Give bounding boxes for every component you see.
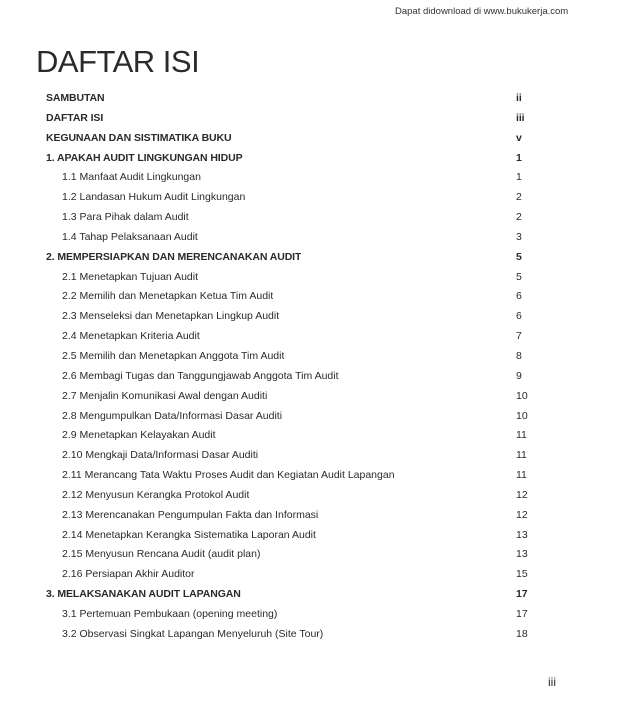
toc-entry-page: 6 xyxy=(516,290,522,303)
toc-chapter-entry xyxy=(46,248,528,268)
toc-entry-title: DAFTAR ISI xyxy=(46,111,104,124)
toc-entry-page: ii xyxy=(516,92,522,104)
toc-section-entry xyxy=(46,188,528,208)
page-title: DAFTAR ISI xyxy=(36,44,200,79)
toc-entry-page: 2 xyxy=(516,191,522,204)
toc-section-entry xyxy=(46,466,528,486)
toc-section-entry xyxy=(46,367,528,387)
toc-entry-page: 12 xyxy=(516,488,528,501)
toc-entry-title: 2.16 Persiapan Akhir Auditor xyxy=(62,568,195,581)
toc-entry-page: v xyxy=(516,131,522,144)
toc-entry-title: 2.7 Menjalin Komunikasi Awal dengan Auditi xyxy=(62,389,268,402)
toc-entry-page: 17 xyxy=(516,607,528,620)
toc-section-entry xyxy=(46,446,528,466)
toc-entry-title: 2.3 Menseleksi dan Menetapkan Lingkup Audit xyxy=(62,310,280,323)
toc-entry-title: 2. MEMPERSIAPKAN DAN MERENCANAKAN AUDIT xyxy=(46,250,302,263)
toc-entry-page: 9 xyxy=(516,369,522,382)
toc-entry-page: 1 xyxy=(516,171,522,184)
toc-entry-page: 13 xyxy=(516,528,528,541)
toc-entry-title: 1. APAKAH AUDIT LINGKUNGAN HIDUP xyxy=(46,151,243,164)
toc-section-entry xyxy=(46,526,528,546)
toc-section-entry xyxy=(46,545,528,565)
toc-entry-title: 2.15 Menyusun Rencana Audit (audit plan) xyxy=(62,548,261,561)
toc-entry-page: 17 xyxy=(516,588,528,601)
toc-entry-page: 10 xyxy=(516,389,528,402)
toc-section-entry xyxy=(46,168,528,188)
toc-chapter-entry xyxy=(46,129,528,149)
toc-chapter-entry xyxy=(46,109,528,129)
toc-entry-title: KEGUNAAN DAN SISTIMATIKA BUKU xyxy=(46,131,232,144)
toc-entry-page: 11 xyxy=(516,449,527,462)
toc-entry-page: 6 xyxy=(516,310,522,323)
page-number: iii xyxy=(548,675,556,689)
toc-section-entry xyxy=(46,387,528,407)
toc-section-entry xyxy=(46,486,528,506)
toc-entry-title: 3.1 Pertemuan Pembukaan (opening meeting) xyxy=(62,607,278,620)
toc-entry-page: 1 xyxy=(516,151,522,164)
toc-entry-title: 2.6 Membagi Tugas dan Tanggungjawab Anggota Tim Audit xyxy=(62,369,339,382)
toc-entry-page: 11 xyxy=(516,469,527,482)
toc-section-entry xyxy=(46,565,528,585)
toc-chapter-entry xyxy=(46,149,528,169)
toc-entry-title: 2.4 Menetapkan Kriteria Audit xyxy=(62,330,200,343)
toc-entry-page: 10 xyxy=(516,409,528,422)
table-of-contents xyxy=(46,89,528,645)
toc-section-entry xyxy=(46,605,528,625)
toc-entry-title: 1.1 Manfaat Audit Lingkungan xyxy=(62,171,201,184)
toc-entry-title: 2.8 Mengumpulkan Data/Informasi Dasar Auditi xyxy=(62,409,283,422)
toc-entry-title: 3.2 Observasi Singkat Lapangan Menyeluruh (Site Tour) xyxy=(62,627,324,640)
toc-entry-title: 2.2 Memilih dan Menetapkan Ketua Tim Audit xyxy=(62,290,274,303)
toc-entry-title: 1.3 Para Pihak dalam Audit xyxy=(62,211,189,224)
toc-entry-page: 5 xyxy=(516,250,522,263)
toc-entry-title: 2.12 Menyusun Kerangka Protokol Audit xyxy=(62,488,250,501)
toc-entry-page: 13 xyxy=(516,548,528,561)
toc-section-entry xyxy=(46,327,528,347)
toc-section-entry xyxy=(46,307,528,327)
toc-entry-title: 1.4 Tahap Pelaksanaan Audit xyxy=(62,230,198,243)
toc-entry-title: 2.10 Mengkaji Data/Informasi Dasar Auditi xyxy=(62,449,259,462)
toc-entry-title: 2.11 Merancang Tata Waktu Proses Audit dan Kegiatan Audit Lapangan xyxy=(62,469,395,482)
toc-entry-page: 2 xyxy=(516,211,522,224)
toc-entry-page: iii xyxy=(516,111,525,124)
toc-entry-page: 11 xyxy=(516,429,527,442)
toc-entry-page: 5 xyxy=(516,270,522,283)
toc-entry-title: 3. MELAKSANAKAN AUDIT LAPANGAN xyxy=(46,588,241,601)
toc-entry-page: 8 xyxy=(516,349,522,362)
toc-section-entry xyxy=(46,208,528,228)
toc-section-entry xyxy=(46,287,528,307)
toc-entry-title: 2.9 Menetapkan Kelayakan Audit xyxy=(62,429,216,442)
toc-entry-title: 2.14 Menetapkan Kerangka Sistematika Laporan Audit xyxy=(62,528,316,541)
toc-section-entry xyxy=(46,407,528,427)
toc-entry-title: 2.5 Memilih dan Menetapkan Anggota Tim Audit xyxy=(62,349,285,362)
toc-chapter-entry xyxy=(46,89,528,109)
toc-entry-title: 2.13 Merencanakan Pengumpulan Fakta dan Informasi xyxy=(62,508,319,521)
toc-section-entry xyxy=(46,347,528,367)
toc-entry-page: 15 xyxy=(516,568,528,581)
toc-section-entry xyxy=(46,228,528,248)
toc-section-entry xyxy=(46,268,528,288)
toc-entry-page: 18 xyxy=(516,627,528,640)
toc-chapter-entry xyxy=(46,585,528,605)
toc-entry-page: 7 xyxy=(516,330,522,343)
toc-entry-page: 12 xyxy=(516,508,528,521)
toc-section-entry xyxy=(46,625,528,645)
download-watermark: Dapat didownload di www.bukukerja.com xyxy=(395,6,569,17)
toc-entry-page: 3 xyxy=(516,230,522,243)
toc-entry-title: 2.1 Menetapkan Tujuan Audit xyxy=(62,270,199,283)
toc-section-entry xyxy=(46,426,528,446)
toc-entry-title: SAMBUTAN xyxy=(46,92,105,104)
toc-section-entry xyxy=(46,506,528,526)
toc-entry-title: 1.2 Landasan Hukum Audit Lingkungan xyxy=(62,191,246,204)
